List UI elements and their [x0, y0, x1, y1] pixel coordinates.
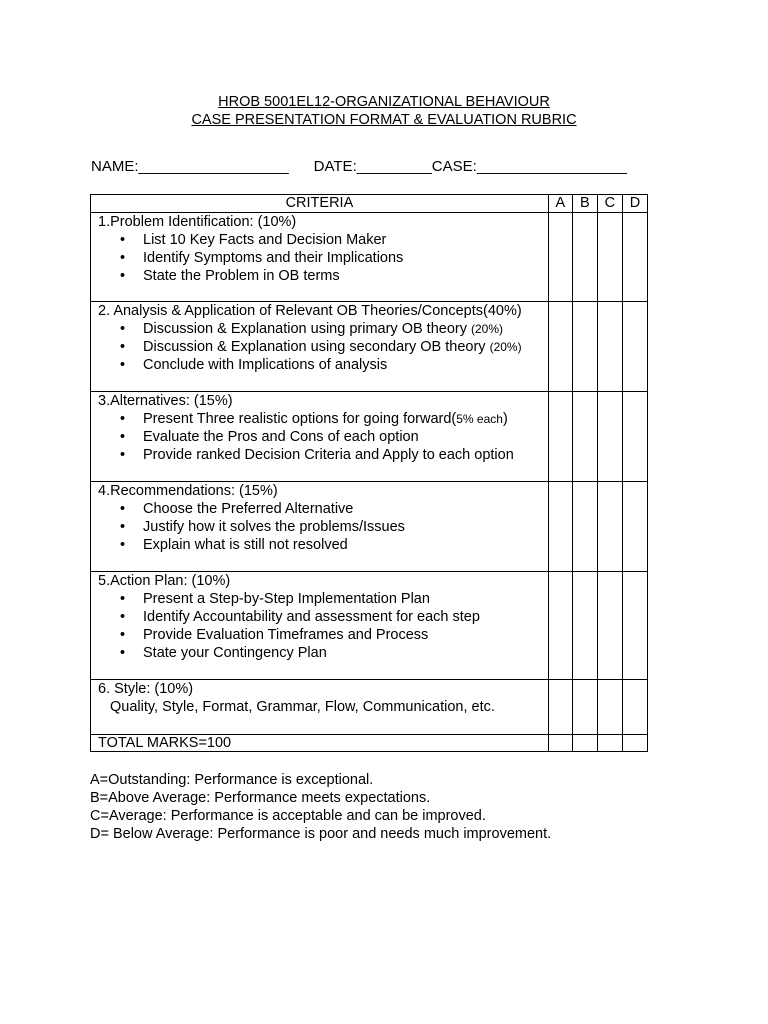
- criteria-description: Quality, Style, Format, Grammar, Flow, Communication, etc.: [110, 699, 495, 715]
- grade-a-cell[interactable]: [548, 302, 572, 392]
- grade-d-cell[interactable]: [622, 302, 647, 392]
- grade-c-cell[interactable]: [597, 392, 622, 482]
- grade-c-cell[interactable]: [597, 482, 622, 572]
- grade-c-header: C: [597, 195, 622, 213]
- criteria-bullets: [98, 320, 548, 374]
- grade-b-cell[interactable]: [572, 392, 597, 482]
- grade-b-cell[interactable]: [572, 482, 597, 572]
- close-paren: ): [502, 411, 508, 427]
- criteria-bullets: [98, 410, 548, 464]
- list-item: • Choose the Preferred Alternative: [143, 500, 548, 518]
- legend-item-a: A=Outstanding: Performance is exceptional.: [90, 772, 374, 788]
- criteria-title: 4.Recommendations: (15%): [98, 483, 278, 499]
- list-item-text: Discussion & Explanation using primary OB theory: [143, 321, 472, 337]
- criteria-cell: [91, 392, 549, 482]
- table-row: [91, 680, 648, 735]
- total-marks-cell: TOTAL MARKS=100: [91, 735, 549, 752]
- list-item: [143, 320, 548, 338]
- total-row: [91, 735, 648, 752]
- list-item: • List 10 Key Facts and Decision Maker: [143, 231, 548, 249]
- student-info-line: NAME:__________________ DATE:_________CASE:__________________: [91, 158, 627, 175]
- table-row: [91, 392, 648, 482]
- criteria-cell: [91, 680, 549, 735]
- grade-a-header: A: [548, 195, 572, 213]
- criteria-cell: [91, 572, 549, 680]
- grade-a-cell[interactable]: [548, 735, 572, 752]
- list-item: • Provide ranked Decision Criteria and Apply to each option: [143, 446, 548, 464]
- grade-d-cell[interactable]: [622, 572, 647, 680]
- table-row: [91, 302, 648, 392]
- list-item-text: Present Three realistic options for going forward(: [143, 411, 457, 427]
- list-item: [143, 338, 548, 356]
- grade-b-cell[interactable]: [572, 735, 597, 752]
- grade-b-cell[interactable]: [572, 680, 597, 735]
- weight-note: 5% each: [456, 412, 503, 426]
- table-row: [91, 482, 648, 572]
- list-item: • State the Problem in OB terms: [143, 267, 548, 285]
- grade-d-cell[interactable]: [622, 735, 647, 752]
- list-item: • Conclude with Implications of analysis: [143, 356, 548, 374]
- list-item-text: Discussion & Explanation using secondary OB theory: [143, 339, 490, 355]
- list-item: • Provide Evaluation Timeframes and Process: [143, 626, 548, 644]
- weight-note: (20%): [489, 340, 522, 354]
- criteria-title: 3.Alternatives: (15%): [98, 393, 233, 409]
- legend-item-d: D= Below Average: Performance is poor and needs much improvement.: [90, 826, 552, 842]
- grade-legend: [90, 771, 551, 843]
- grade-a-cell[interactable]: [548, 680, 572, 735]
- grade-c-cell[interactable]: [597, 680, 622, 735]
- list-item: • Identify Symptoms and their Implications: [143, 249, 548, 267]
- list-item: • Evaluate the Pros and Cons of each option: [143, 428, 548, 446]
- grade-a-cell[interactable]: [548, 482, 572, 572]
- document-title: HROB 5001EL12-ORGANIZATIONAL BEHAVIOUR: [218, 94, 550, 110]
- list-item: • Identify Accountability and assessment for each step: [143, 608, 548, 626]
- list-item: • Present a Step-by-Step Implementation Plan: [143, 590, 548, 608]
- grade-c-cell[interactable]: [597, 735, 622, 752]
- criteria-title: 1.Problem Identification: (10%): [98, 214, 297, 230]
- grade-b-cell[interactable]: [572, 302, 597, 392]
- grade-d-header: D: [622, 195, 647, 213]
- legend-item-c: C=Average: Performance is acceptable and can be improved.: [90, 808, 486, 824]
- criteria-cell: [91, 482, 549, 572]
- grade-d-cell[interactable]: [622, 392, 647, 482]
- grade-a-cell[interactable]: [548, 392, 572, 482]
- legend-item-b: B=Above Average: Performance meets expectations.: [90, 790, 431, 806]
- list-item: [143, 410, 548, 428]
- list-item: • State your Contingency Plan: [143, 644, 548, 662]
- criteria-title: 5.Action Plan: (10%): [98, 573, 231, 589]
- criteria-cell: [91, 302, 549, 392]
- criteria-bullets: [98, 231, 548, 285]
- grade-b-cell[interactable]: [572, 213, 597, 302]
- grade-b-cell[interactable]: [572, 572, 597, 680]
- grade-b-header: B: [572, 195, 597, 213]
- grade-d-cell[interactable]: [622, 680, 647, 735]
- criteria-title: 2. Analysis & Application of Relevant OB Theories/Concepts(40%): [98, 303, 522, 319]
- grade-a-cell[interactable]: [548, 213, 572, 302]
- table-row: [91, 213, 648, 302]
- criteria-title: 6. Style: (10%): [98, 681, 194, 697]
- grade-c-cell[interactable]: [597, 302, 622, 392]
- table-row: [91, 572, 648, 680]
- grade-c-cell[interactable]: [597, 572, 622, 680]
- grade-d-cell[interactable]: [622, 213, 647, 302]
- criteria-bullets: [98, 500, 548, 554]
- criteria-cell: [91, 213, 549, 302]
- rubric-table: [90, 194, 648, 752]
- weight-note: (20%): [471, 322, 504, 336]
- grade-a-cell[interactable]: [548, 572, 572, 680]
- list-item: • Explain what is still not resolved: [143, 536, 548, 554]
- list-item: • Justify how it solves the problems/Issues: [143, 518, 548, 536]
- criteria-bullets: [98, 590, 548, 662]
- criteria-header: CRITERIA: [91, 195, 549, 213]
- table-header-row: [91, 195, 648, 213]
- document-subtitle: CASE PRESENTATION FORMAT & EVALUATION RUBRIC: [191, 112, 577, 128]
- grade-c-cell[interactable]: [597, 213, 622, 302]
- grade-d-cell[interactable]: [622, 482, 647, 572]
